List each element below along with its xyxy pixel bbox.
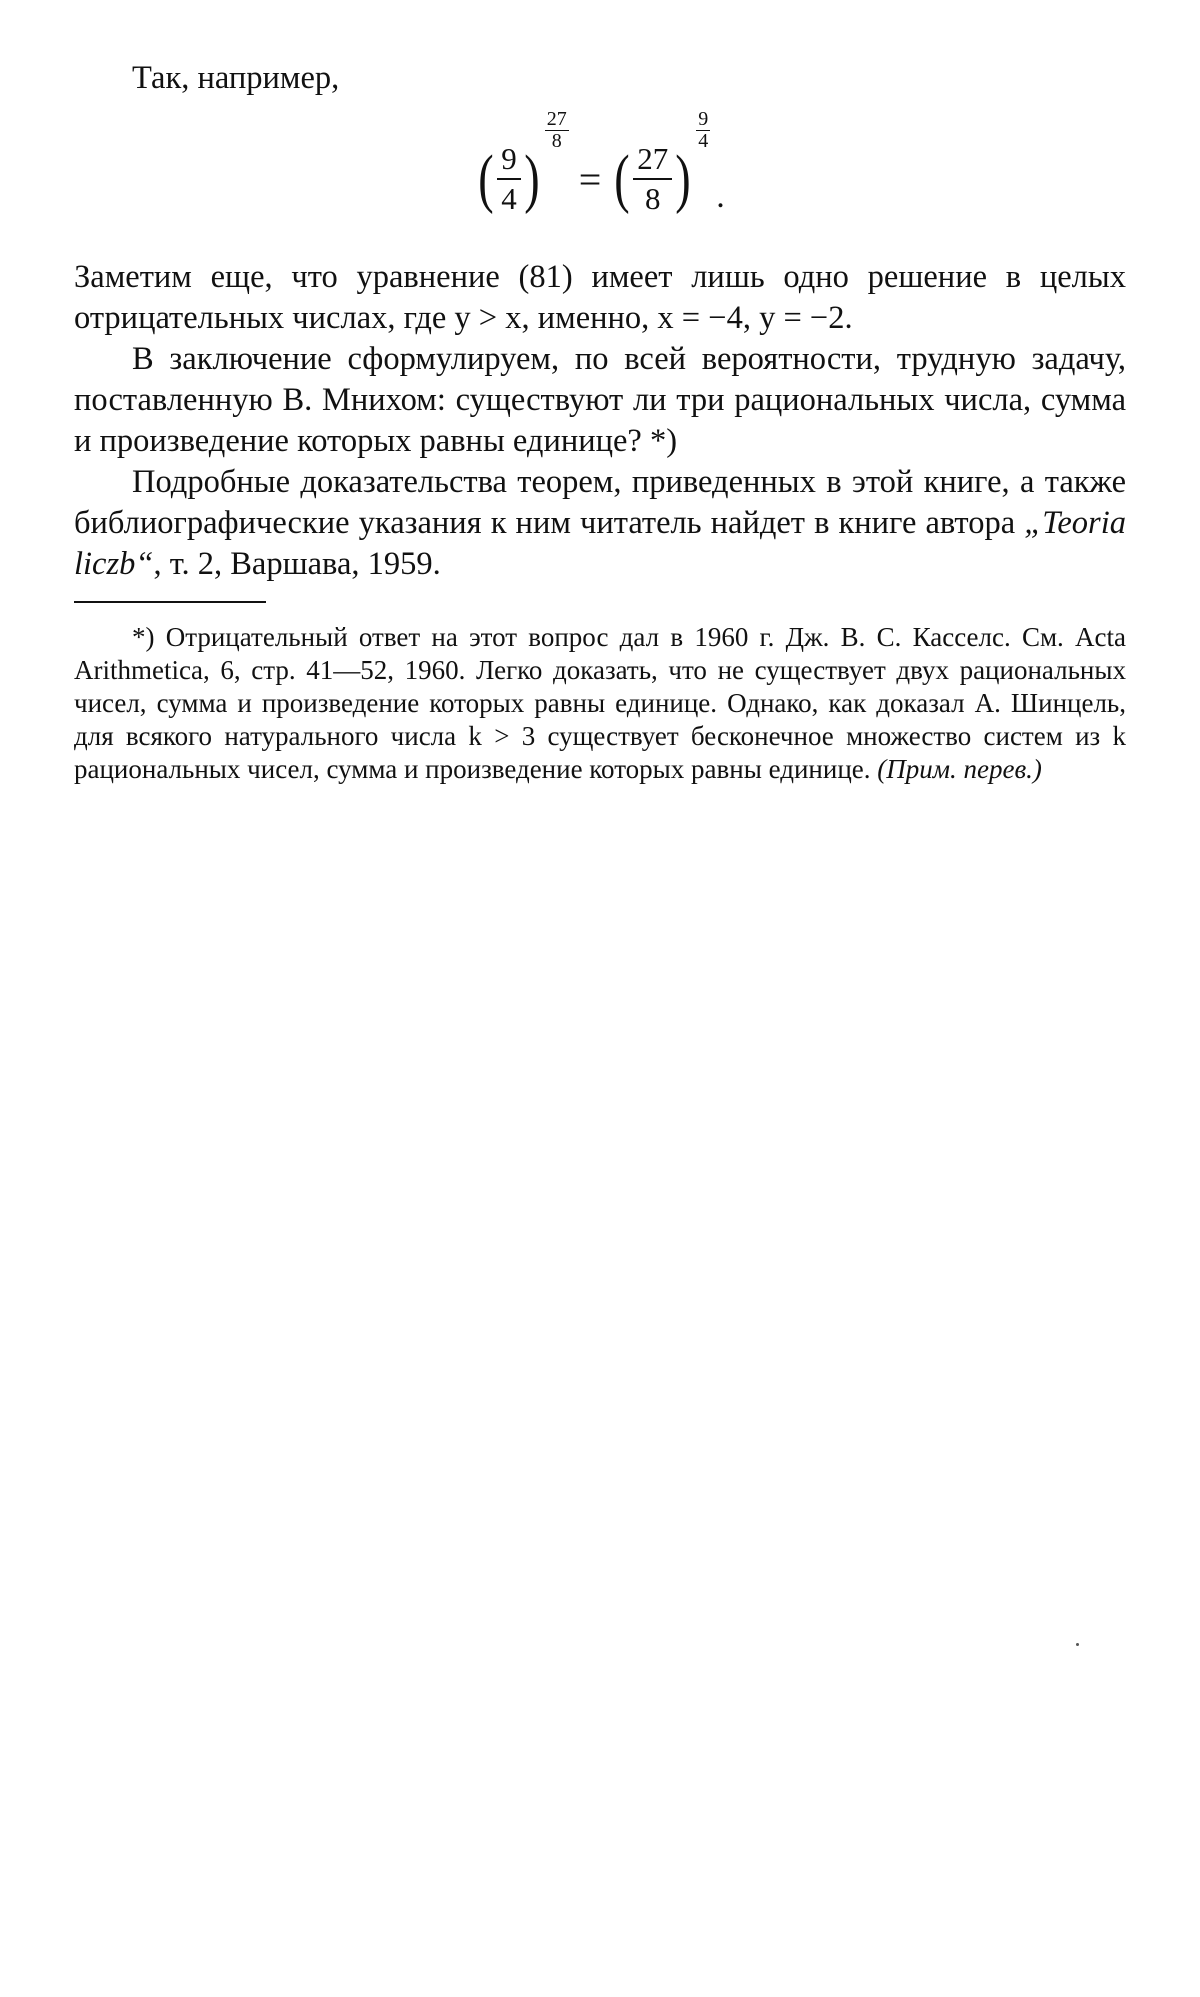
rhs-exponent bbox=[696, 109, 710, 151]
translator-note: (Прим. перев.) bbox=[877, 754, 1042, 784]
lhs-fraction bbox=[497, 142, 521, 216]
rhs-denominator: 8 bbox=[645, 181, 661, 216]
lhs-exponent-denominator: 8 bbox=[551, 130, 562, 152]
lhs-numerator: 9 bbox=[497, 142, 521, 180]
left-paren: ( bbox=[614, 142, 630, 215]
paragraph-uniqueness: Заметим еще, что уравнение (81) имеет лишь одно решение в целых отрицательных числах, где y > x, именно, x = −4, y = −2. bbox=[74, 259, 1126, 336]
lhs-denominator: 4 bbox=[501, 181, 517, 216]
formula-period: . bbox=[716, 177, 725, 215]
book-title: „Teoria liczb“ bbox=[74, 505, 1126, 582]
paragraph-mnich-problem: В заключение сформулируем, по всей вероятности, трудную задачу, поставленную В. Мнихом: существуют ли три рациональных числа, сумма и произведение которых равны единице? *) bbox=[74, 341, 1126, 459]
lhs-exponent bbox=[545, 109, 569, 151]
right-paren: ) bbox=[675, 142, 691, 215]
rhs-numerator: 27 bbox=[633, 142, 672, 180]
main-text bbox=[74, 58, 1126, 585]
equals-sign: = bbox=[578, 156, 602, 202]
formula-lhs bbox=[475, 109, 568, 219]
right-paren: ) bbox=[524, 142, 540, 215]
left-paren: ( bbox=[478, 142, 494, 215]
rhs-exponent-denominator: 4 bbox=[698, 130, 709, 152]
display-formula bbox=[74, 105, 1126, 223]
footnote-separator bbox=[74, 601, 266, 603]
paragraph-references bbox=[74, 462, 1126, 585]
references-tail: , т. 2, Варшава, 1959. bbox=[153, 546, 441, 582]
intro-line: Так, например, bbox=[132, 60, 340, 96]
lhs-exponent-numerator: 27 bbox=[546, 108, 567, 130]
scan-speck bbox=[1076, 1643, 1079, 1646]
references-text: Подробные доказательства теорем, приведенных в этой книге, а также библиографические указания к ним читатель найдет в книге автора bbox=[74, 464, 1126, 541]
formula-rhs bbox=[611, 109, 710, 219]
rhs-fraction bbox=[633, 142, 672, 216]
rhs-exponent-numerator: 9 bbox=[698, 108, 709, 130]
footnote-text: *) Отрицательный ответ на этот вопрос дал в 1960 г. Дж. В. С. Касселс. См. Acta Arithmetica, 6, стр. 41—52, 1960. Легко доказать, что не существует двух рациональных чисел, сумма и произведение которых равны единице. Однако, как доказал А. Шинцель, для всякого натурального числа k > 3 существует бесконечное множество систем из k рациональных чисел, сумма и произведение которых равны единице. bbox=[74, 622, 1126, 784]
page-content bbox=[74, 58, 1126, 786]
footnote bbox=[74, 621, 1126, 786]
